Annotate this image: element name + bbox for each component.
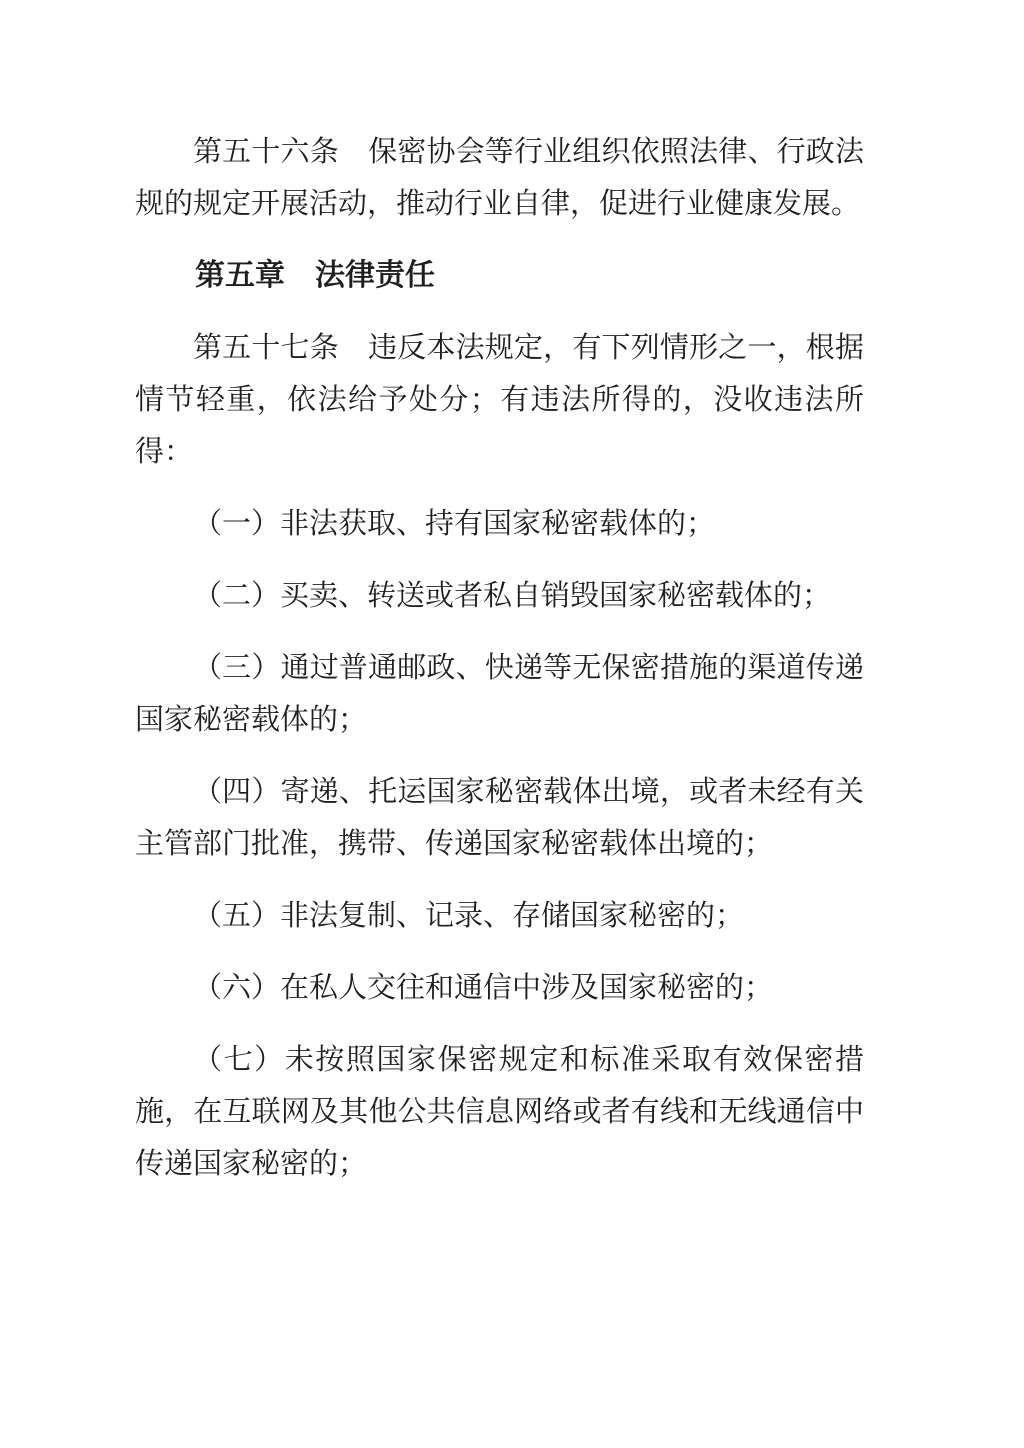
chapter-5-heading: 第五章 法律责任 (195, 259, 435, 292)
article-57-item-3: （三）通过普通邮政、快递等无保密措施的渠道传递国家秘密载体的； (135, 652, 864, 736)
article-57-item-4: （四）寄递、托运国家秘密载体出境，或者未经有关主管部门批准，携带、传递国家秘密载体出境的； (135, 776, 864, 860)
article-57-item-5: （五）非法复制、记录、存储国家秘密的； (193, 900, 745, 932)
article-57-item-7: （七）未按照国家保密规定和标准采取有效保密措施，在互联网及其他公共信息网络或者有线和无线通信中传递国家秘密的； (135, 1044, 864, 1180)
article-57-item-2: （二）买卖、转送或者私自销毁国家秘密载体的； (193, 580, 832, 612)
article-56-paragraph: 第五十六条 保密协会等行业组织依照法律、行政法规的规定开展活动，推动行业自律，促进行业健康发展。 (135, 136, 864, 220)
article-57-intro-paragraph: 第五十七条 违反本法规定，有下列情形之一，根据情节轻重，依法给予处分；有违法所得的，没收违法所得： (135, 332, 864, 468)
article-57-item-6: （六）在私人交往和通信中涉及国家秘密的； (193, 972, 774, 1004)
article-57-item-1: （一）非法获取、持有国家秘密载体的； (193, 508, 716, 540)
